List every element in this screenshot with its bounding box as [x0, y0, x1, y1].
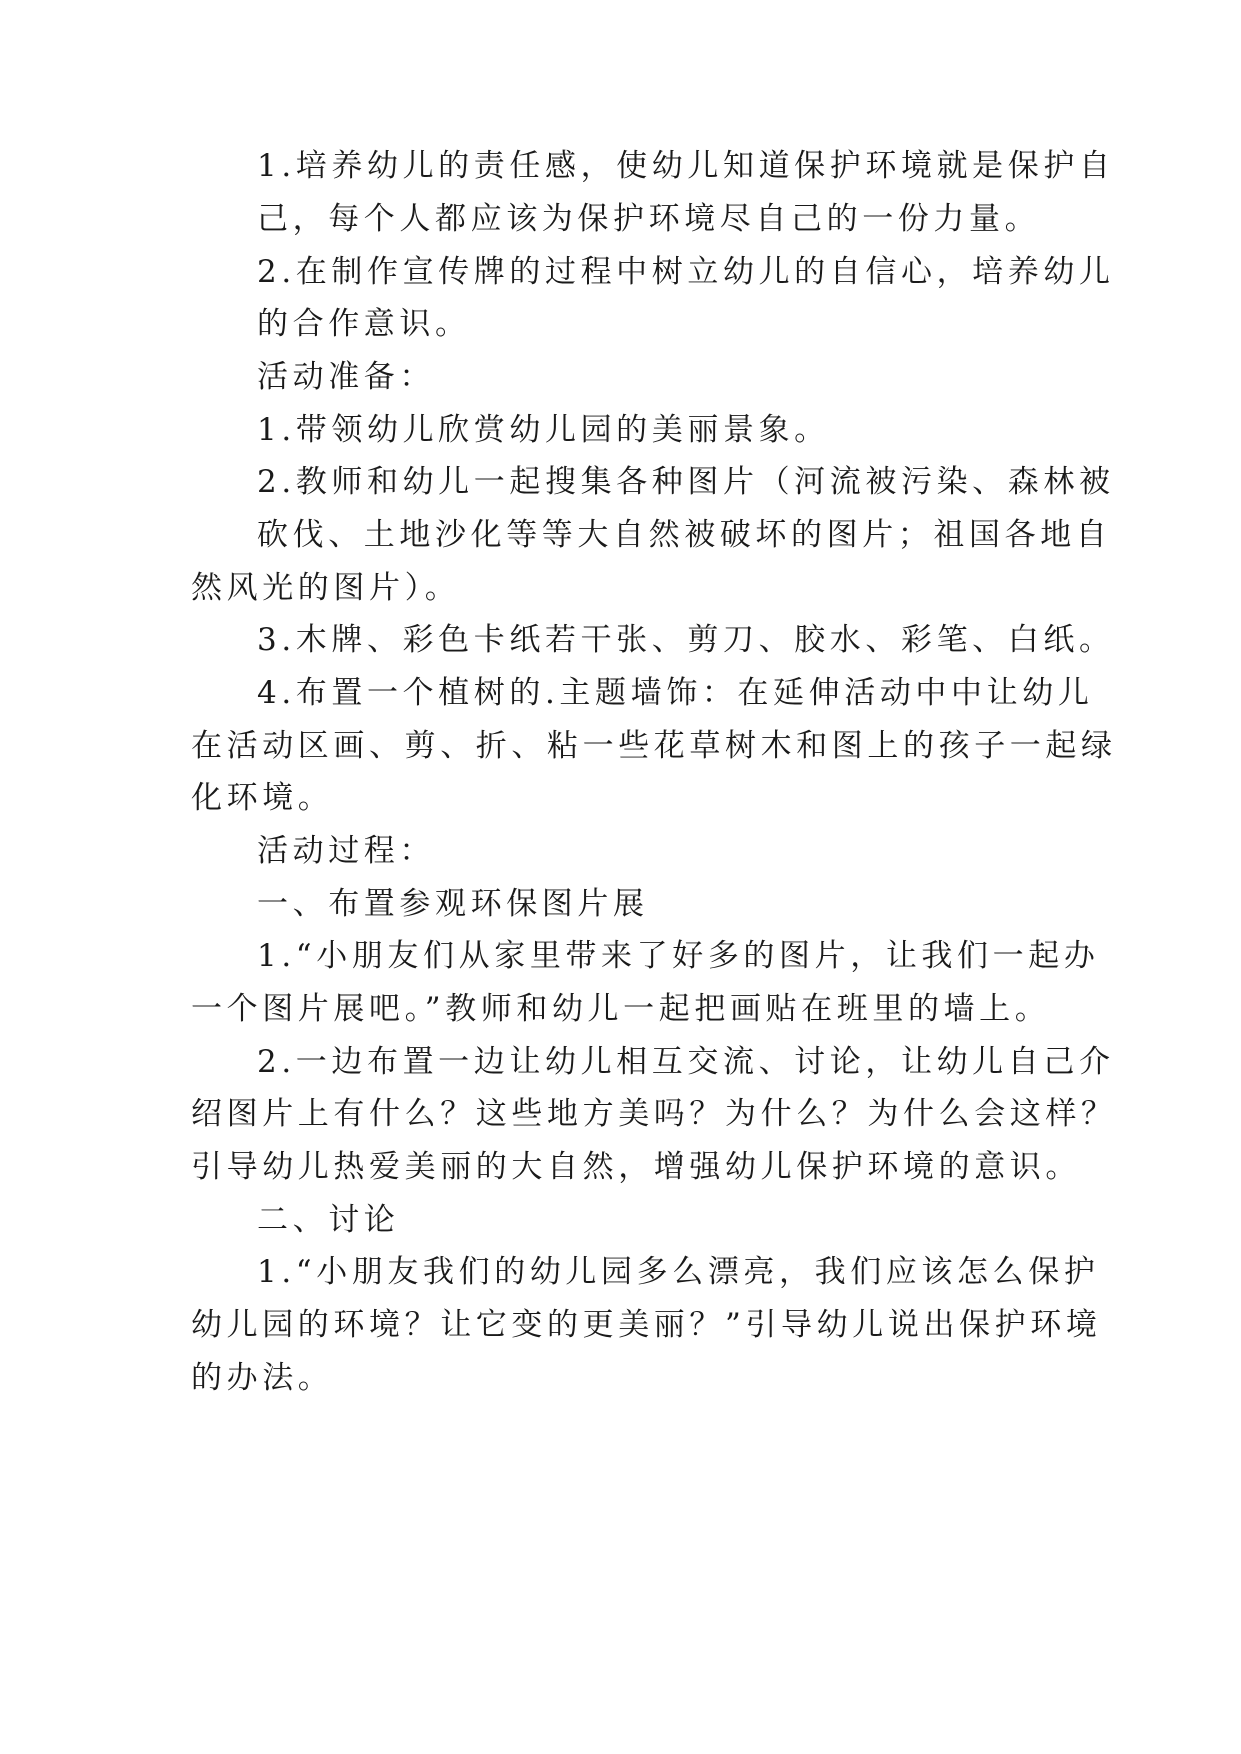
text-line: 1.“小朋友们从家里带来了好多的图片，让我们一起办: [257, 938, 1100, 974]
text-line: 一个图片展吧。”教师和幼儿一起把画贴在班里的墙上。: [191, 991, 1051, 1027]
text-line: 2.一边布置一边让幼儿相互交流、讨论，让幼儿自己介: [257, 1044, 1115, 1080]
section-heading: 一、布置参观环保图片展: [257, 886, 649, 922]
text-line: 化环境。: [191, 780, 334, 816]
text-line: 的合作意识。: [257, 306, 471, 342]
text-line: 1.“小朋友我们的幼儿园多么漂亮，我们应该怎么保护: [257, 1254, 1100, 1290]
section-heading: 活动准备：: [257, 359, 435, 395]
text-line: 幼儿园的环境？让它变的更美丽？”引导幼儿说出保护环境: [191, 1307, 1102, 1343]
text-line: 的办法。: [191, 1360, 334, 1396]
section-heading: 活动过程：: [257, 833, 435, 869]
text-line: 3.木牌、彩色卡纸若干张、剪刀、胶水、彩笔、白纸。: [257, 622, 1115, 658]
text-line: 己，每个人都应该为保护环境尽自己的一份力量。: [257, 201, 1041, 237]
text-line: 2.教师和幼儿一起搜集各种图片（河流被污染、森林被: [257, 464, 1115, 500]
text-line: 砍伐、土地沙化等等大自然被破坏的图片；祖国各地自: [257, 517, 1112, 553]
text-line: 然风光的图片）。: [191, 570, 461, 606]
text-line: 1.培养幼儿的责任感，使幼儿知道保护环境就是保护自: [257, 148, 1115, 184]
text-line: 2.在制作宣传牌的过程中树立幼儿的自信心，培养幼儿: [257, 254, 1115, 290]
section-heading: 二、讨论: [257, 1202, 400, 1238]
text-line: 绍图片上有什么？这些地方美吗？为什么？为什么会这样？: [191, 1096, 1117, 1132]
text-line: 1.带领幼儿欣赏幼儿园的美丽景象。: [257, 412, 830, 448]
text-line: 4.布置一个植树的.主题墙饰：在延伸活动中中让幼儿: [257, 675, 1094, 711]
text-line: 引导幼儿热爱美丽的大自然，增强幼儿保护环境的意识。: [191, 1149, 1081, 1185]
text-line: 在活动区画、剪、折、粘一些花草树木和图上的孩子一起绿: [191, 728, 1117, 764]
